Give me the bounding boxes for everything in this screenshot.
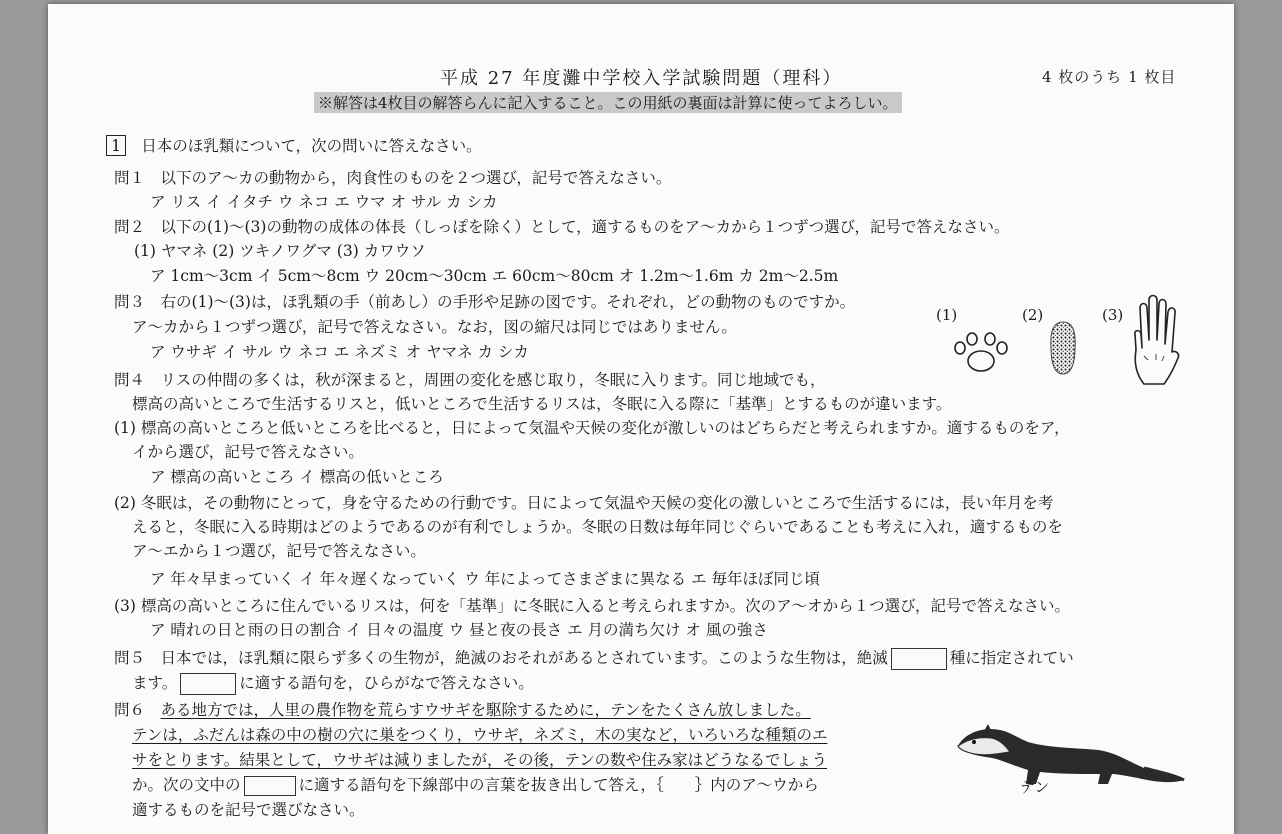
- page-title: 平成 27 年度灘中学校入学試験問題（理科）: [440, 68, 843, 89]
- q2-text: 以下の(1)～(3)の動物の成体の体長（しっぽを除く）として，適するものをア～カから１つずつ選び，記号で答えなさい。: [160, 218, 1010, 236]
- q2-choices: ア 1cm～3cm イ 5cm～8cm ウ 20cm～30cm エ 60cm～80cm オ 1.2m～1.6m カ 2m～2.5m: [150, 267, 839, 285]
- q4-part3-line1: (3) 標高の高いところに住んでいるリスは，何を「基準」に冬眠に入ると考えられますか。次のア～オから１つ選び，記号で答えなさい。: [114, 597, 1070, 615]
- sheet-number: 4 枚のうち 1 枚目: [1042, 68, 1177, 86]
- q5-label: 問５: [114, 649, 146, 667]
- q6-line4b: に適する語句を下線部中の言葉を抜き出して答え，｛ ｝内のア～ウから: [298, 776, 819, 794]
- section-header: [106, 136, 482, 156]
- answer-note: ※解答は4枚目の解答らんに記入すること。この用紙の裏面は計算に使ってよろしい。: [314, 92, 902, 113]
- q6-line3: サをとります。結果として，ウサギは減りましたが，その後，テンの数や住み家はどうなるでしょう: [132, 751, 828, 769]
- q1-question: [114, 168, 671, 188]
- q5-line2: [132, 673, 534, 695]
- cat-paw-print-icon: [952, 330, 1010, 374]
- rabbit-foot-print-icon: [1048, 320, 1078, 376]
- q4-part2-choices: ア 年々早まっていく イ 年々遅くなっていく ウ 年によってさまざまに異なる エ 毎年ほぼ同じ頃: [150, 570, 820, 588]
- fig-label-1: (1): [936, 306, 958, 324]
- q5-question: [114, 648, 1074, 670]
- marten-illustration-icon: [948, 712, 1188, 792]
- q4-label: 問４: [114, 371, 146, 389]
- q3-choices: ア ウサギ イ サル ウ ネコ エ ネズミ オ ヤマネ カ シカ: [150, 343, 529, 361]
- q6-line1: ある地方では，人里の農作物を荒らすウサギを駆除するために，テンをたくさん放しました。: [160, 701, 811, 719]
- q4-line1: リスの仲間の多くは，秋が深まると，周囲の変化を感じ取り，冬眠に入ります。同じ地域でも，: [160, 371, 826, 389]
- q5-line1a: 日本では，ほ乳類に限らず多くの生物が，絶滅のおそれがあるとされています。このような生物は，絶滅: [160, 649, 888, 667]
- q5-line2a: ます。: [132, 674, 178, 692]
- q3-line2: ア～カから１つずつ選び，記号で答えなさい。なお，図の縮尺は同じではありません。: [132, 318, 737, 336]
- fig-label-3: (3): [1102, 306, 1124, 324]
- q1-choices: ア リス イ イタチ ウ ネコ エ ウマ オ サル カ シカ: [150, 193, 498, 211]
- q4-part2-line3: ア～エから１つ選び，記号で答えなさい。: [132, 542, 426, 560]
- q2-label: 問２: [114, 218, 146, 236]
- marten-label: テン: [1020, 778, 1050, 796]
- q5-line2b: に適する語句を，ひらがなで答えなさい。: [239, 674, 534, 692]
- q3-question: [114, 292, 855, 312]
- q5-answer-blank: [891, 648, 947, 670]
- q1-text: 以下のア～カの動物から，肉食性のものを２つ選び，記号で答えなさい。: [160, 169, 672, 187]
- q6-question: [114, 700, 811, 720]
- exam-page: [48, 4, 1234, 834]
- q6-line4a: か。次の文中の: [132, 776, 241, 794]
- q6-line2: テンは，ふだんは森の中の樹の穴に巣をつくり，ウサギ，ネズミ，木の実など，いろいろな種類のエ: [132, 726, 828, 744]
- q4-part2-line1: (2) 冬眠は，その動物にとって，身を守るための行動です。日によって気温や天候の変化の激しいところで生活するには，長い年月を考: [114, 494, 1054, 512]
- q4-part1-line2: イから選び，記号で答えなさい。: [132, 443, 364, 461]
- q6-line4: [132, 775, 819, 796]
- q5-line1b: 種に指定されてい: [949, 649, 1074, 667]
- q4-part1-choices: ア 標高の高いところ イ 標高の低いところ: [150, 468, 444, 486]
- section-intro: 日本のほ乳類について，次の問いに答えなさい。: [141, 137, 482, 155]
- q1-label: 問１: [114, 169, 146, 187]
- fig-label-2: (2): [1022, 306, 1044, 324]
- q4-question: [114, 370, 826, 390]
- q3-line1: 右の(1)～(3)は，ほ乳類の手（前あし）の手形や足跡の図です。それぞれ，どの動物のものですか。: [160, 293, 856, 311]
- q6-line5: 適するものを記号で選びなさい。: [132, 801, 365, 819]
- q4-part1-line1: (1) 標高の高いところと低いところを比べると，日によって気温や天候の変化が激しいのはどちらだと考えられますか。適するものをア，: [114, 419, 1070, 437]
- q4-part2-line2: えると，冬眠に入る時期はどのようであるのが有利でしょうか。冬眠の日数は毎年同じぐらいであることも考えに入れ，適するものを: [132, 518, 1063, 536]
- q5-blank-ref: [180, 673, 236, 695]
- q6-label: 問６: [114, 701, 146, 719]
- q6-blank: [244, 776, 296, 796]
- q4-line2: 標高の高いところで生活するリスと，低いところで生活するリスは，冬眠に入る際に「基準」とするものが違います。: [132, 395, 952, 413]
- monkey-hand-print-icon: [1130, 294, 1186, 388]
- q3-label: 問３: [114, 293, 146, 311]
- q4-part3-choices: ア 晴れの日と雨の日の割合 イ 日々の温度 ウ 昼と夜の長さ エ 月の満ち欠け オ 風の強さ: [150, 621, 768, 639]
- q2-question: [114, 217, 1010, 237]
- section-number-box: 1: [106, 135, 126, 156]
- q2-animals: (1) ヤマネ (2) ツキノワグマ (3) カワウソ: [134, 242, 426, 260]
